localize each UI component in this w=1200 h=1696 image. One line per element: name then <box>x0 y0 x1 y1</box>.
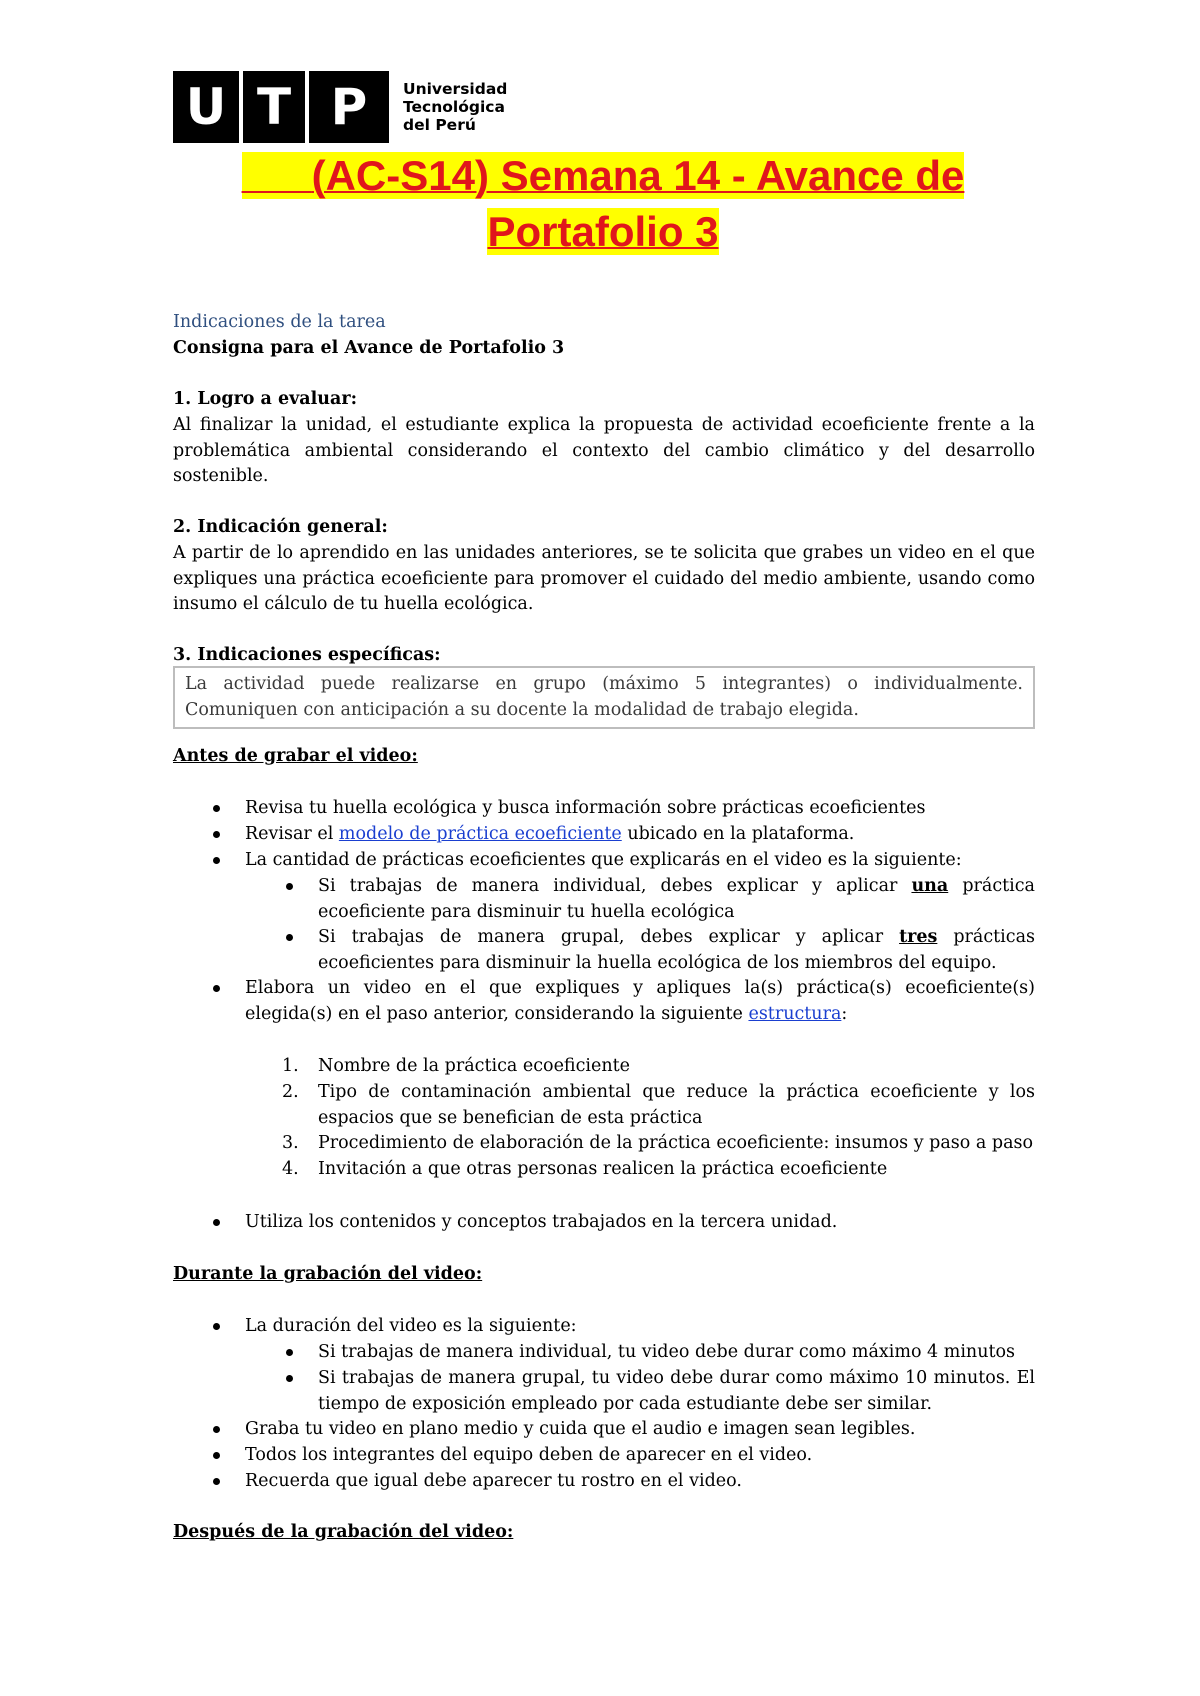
logo-line-3: del Perú <box>403 116 476 134</box>
list-number: 3. <box>282 1133 299 1153</box>
bullet-dot <box>213 1426 220 1433</box>
structure-item-2: Tipo de contaminación ambiental que reduce la práctica ecoeficiente y los espacios que se benefician de esta práctica <box>318 1082 1035 1128</box>
una-emphasis: una <box>911 876 949 896</box>
box-line-1: La actividad puede realizarse en grupo (máximo 5 integrantes) o individualmente. <box>185 674 1023 694</box>
durante-heading: Durante la grabación del video: <box>173 1264 483 1284</box>
sub-bullet-dot <box>286 1349 293 1356</box>
durante-bullet-1: La duración del video es la siguiente: <box>245 1316 577 1336</box>
bullet-dot <box>213 857 220 864</box>
logo-letter-p: P <box>330 78 368 136</box>
bullet-dot <box>213 831 220 838</box>
structure-item-1: Nombre de la práctica ecoeficiente <box>318 1056 631 1076</box>
indicaciones-label: Indicaciones de la tarea <box>173 312 386 332</box>
list-number: 4. <box>282 1159 299 1179</box>
logo-mark <box>173 71 389 143</box>
logo-wordmark <box>403 80 507 134</box>
durante-bullet-4: Recuerda que igual debe aparecer tu rostro en el video. <box>245 1471 742 1491</box>
section1-body: Al finalizar la unidad, el estudiante explica la propuesta de actividad ecoeficiente frente a la problemática ambiental considerando el contexto del cambio climático y del desarrollo sostenible. <box>173 415 1035 486</box>
antes-sub-bullet-individual: Si trabajas de manera individual, debes explicar y aplicar una práctica ecoeficiente para disminuir tu huella ecológica <box>318 876 1035 922</box>
section2-body: A partir de lo aprendido en las unidades anteriores, se te solicita que grabes un video en el que expliques una práctica ecoeficiente para promover el cuidado del medio ambiente, usando como insumo el cálculo de tu huella ecológica. <box>173 543 1035 614</box>
antes-bullet-4: Elabora un video en el que expliques y apliques la(s) práctica(s) ecoeficiente(s) elegida(s) en el paso anterior, considerando la siguiente estructura: <box>245 978 1035 1024</box>
durante-sub-bullet-grupal: Si trabajas de manera grupal, tu video debe durar como máximo 10 minutos. El tiempo de exposición empleado por cada estudiante debe ser similar. <box>318 1368 1035 1414</box>
logo-letter-t: T <box>243 71 309 143</box>
section3-heading: 3. Indicaciones específicas: <box>173 645 441 665</box>
bullet-dot <box>213 1323 220 1330</box>
page-title <box>173 148 1033 260</box>
antes-sub-bullet-grupal: Si trabajas de manera grupal, debes explicar y aplicar tres prácticas ecoeficientes para disminuir la huella ecológica de los miembros del equipo. <box>318 927 1035 973</box>
estructura-link[interactable]: estructura <box>748 1003 842 1024</box>
sub-bullet-dot <box>286 1375 293 1382</box>
despues-heading: Después de la grabación del video: <box>173 1522 514 1542</box>
title-line-1: (AC-S14) Semana 14 - Avance de <box>242 152 965 199</box>
list-number: 1. <box>282 1056 299 1076</box>
logo-line-1: Universidad <box>403 80 508 98</box>
durante-bullet-3: Todos los integrantes del equipo deben de aparecer en el video. <box>245 1445 813 1465</box>
bullet-dot <box>213 1219 220 1226</box>
section1-heading: 1. Logro a evaluar: <box>173 389 358 409</box>
section2-heading: 2. Indicación general: <box>173 517 388 537</box>
antes-bullet-3: La cantidad de prácticas ecoeficientes que explicarás en el video es la siguiente: <box>245 850 962 870</box>
bullet-dot <box>213 805 220 812</box>
antes-bullet-2: Revisar el modelo de práctica ecoeficiente ubicado en la plataforma. <box>245 824 855 844</box>
antes-bullet-5: Utiliza los contenidos y conceptos trabajados en la tercera unidad. <box>245 1212 838 1232</box>
durante-sub-bullet-individual: Si trabajas de manera individual, tu video debe durar como máximo 4 minutos <box>318 1342 1016 1362</box>
antes-heading: Antes de grabar el video: <box>173 746 418 766</box>
title-line-2: Portafolio 3 <box>487 208 719 255</box>
tres-emphasis: tres <box>899 927 938 947</box>
modality-note-box <box>173 666 1035 729</box>
bullet-dot <box>213 1478 220 1485</box>
list-number: 2. <box>282 1082 299 1102</box>
logo-line-2: Tecnológica <box>403 98 505 116</box>
structure-item-4: Invitación a que otras personas realicen la práctica ecoeficiente <box>318 1159 888 1179</box>
sub-bullet-dot <box>286 934 293 941</box>
sub-bullet-dot <box>286 883 293 890</box>
utp-logo <box>173 71 507 143</box>
consigna-heading: Consigna para el Avance de Portafolio 3 <box>173 338 565 358</box>
durante-bullet-2: Graba tu video en plano medio y cuida que el audio e imagen sean legibles. <box>245 1419 916 1439</box>
bullet-dot <box>213 1452 220 1459</box>
antes-bullet-1: Revisa tu huella ecológica y busca información sobre prácticas ecoeficientes <box>245 798 926 818</box>
structure-item-3: Procedimiento de elaboración de la práctica ecoeficiente: insumos y paso a paso <box>318 1133 1034 1153</box>
modelo-practica-link[interactable]: modelo de práctica ecoeficiente <box>338 824 622 844</box>
bullet-dot <box>213 985 220 992</box>
logo-letter-u: U <box>173 71 243 143</box>
box-line-2: Comuniquen con anticipación a su docente la modalidad de trabajo elegida. <box>185 699 859 720</box>
